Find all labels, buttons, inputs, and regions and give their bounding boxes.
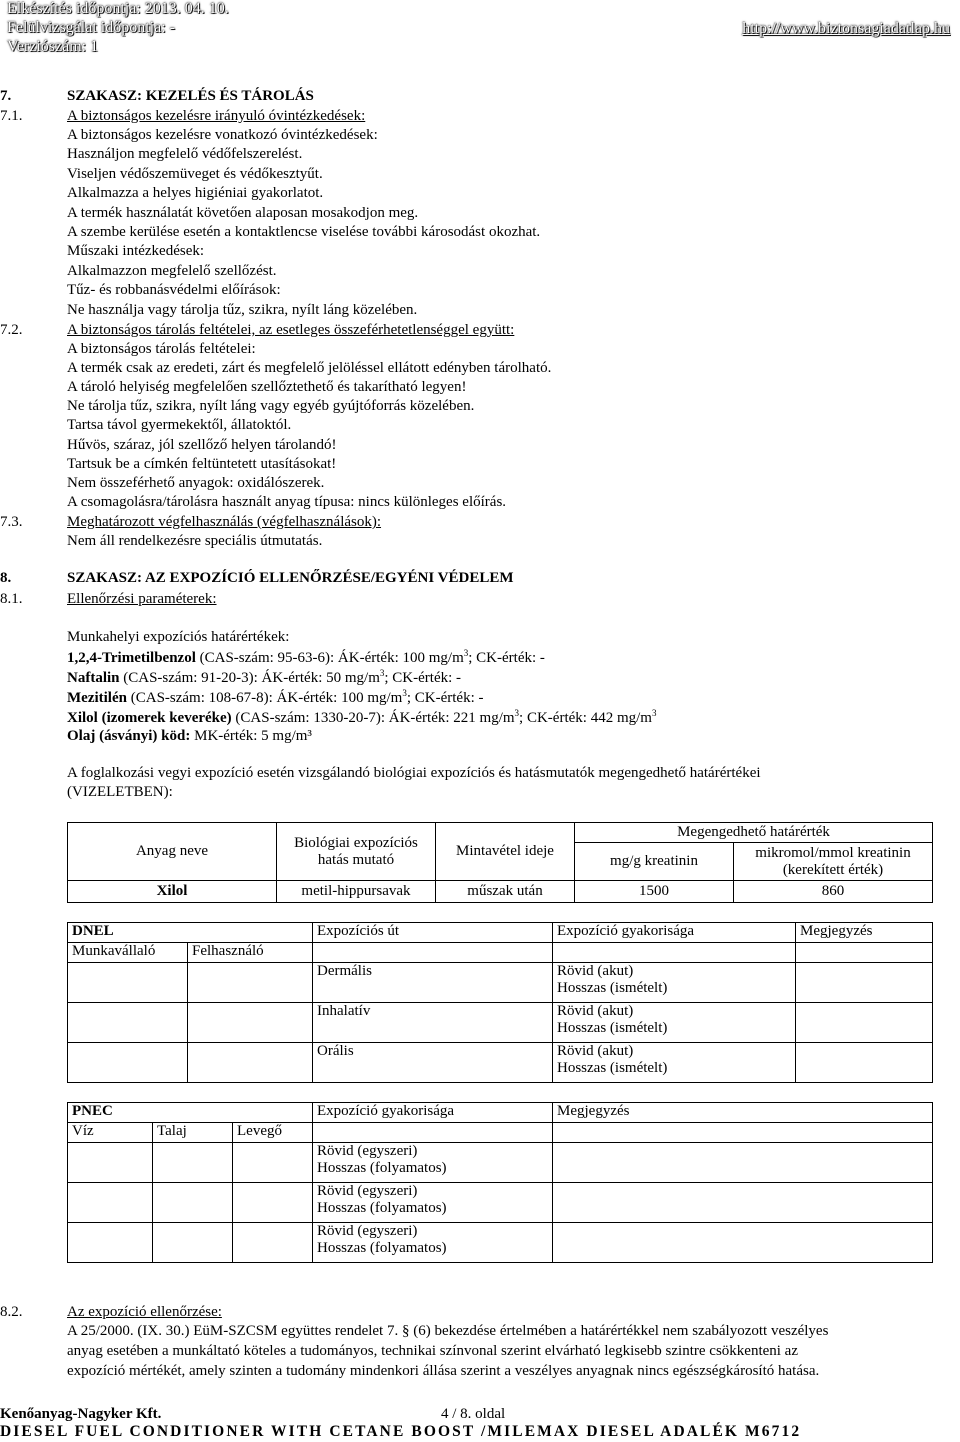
limit-unit-exponent: 3 [379, 668, 385, 678]
table-row [68, 1183, 933, 1223]
text-line: Alkalmazza a helyes higiéniai gyakorlatot. [67, 185, 324, 202]
text-line: A csomagolásra/tárolásra használt anyag típusa: nincs különleges előírás. [67, 493, 507, 510]
dnel-frequency [553, 1043, 796, 1083]
text-line: Nem összeférhető anyagok: oxidálószerek. [67, 474, 325, 491]
dnel-route: Orális [313, 1043, 553, 1083]
dnel-route: Inhalatív [313, 1003, 553, 1043]
limit-unit-exponent: 3 [463, 648, 469, 658]
dnel-frequency [553, 963, 796, 1003]
section-7-2-title: A biztonságos tárolás feltételei, az esetleges összeférhetetlenséggel együtt: [67, 322, 515, 338]
section-8-2-title: Az expozíció ellenőrzése: [67, 1304, 222, 1320]
pnec-frequency-long: Hosszas (folyamatos) [317, 1200, 447, 1216]
dnel-header-worker: Munkavállaló [68, 943, 188, 963]
substance-name: Mezitilén [67, 690, 127, 706]
pnec-frequency-long: Hosszas (folyamatos) [317, 1160, 447, 1176]
bio-intro-line-2: (VIZELETBEN): [67, 784, 173, 800]
table-row [68, 1223, 933, 1263]
page-header [0, 0, 960, 62]
limit-text: MK-érték: 5 mg/m³ [190, 728, 312, 744]
bio-header-time: Mintavétel ideje [436, 823, 575, 881]
bio-header-mmol-line-1: mikromol/mmol kreatinin [755, 844, 911, 861]
text-line: Műszaki intézkedések: [67, 243, 205, 260]
dnel-frequency-short: Rövid (akut) [557, 1043, 634, 1059]
pnec-table [67, 1102, 933, 1263]
text-line: A 25/2000. (IX. 30.) EüM-SZCSM együttes rendelet 7. § (6) bekezdése értelmében a határértékkel nem szabályozott veszélyes [67, 1323, 829, 1339]
bio-header-mg: mg/g kreatinin [575, 843, 734, 881]
table-row [68, 1003, 933, 1043]
dnel-title: DNEL [68, 923, 313, 943]
limit-line [67, 688, 484, 707]
dnel-header-user: Felhasználó [188, 943, 313, 963]
table-row [68, 881, 933, 903]
limit-text: (CAS-szám: 108-67-8): ÁK-érték: 100 mg/m [126, 690, 403, 706]
bio-header-name: Anyag neve [68, 823, 277, 881]
dnel-frequency [553, 1003, 796, 1043]
section-7-number: 7. [0, 88, 12, 104]
bio-cell-name: Xilol [68, 881, 277, 903]
text-line: A tároló helyiség megfelelően szellőztethető és takarítható legyen! [67, 379, 467, 396]
dnel-frequency-long: Hosszas (ismételt) [557, 980, 668, 996]
limit-text: (CAS-szám: 95-63-6): ÁK-érték: 100 mg/m [195, 650, 464, 666]
dnel-frequency-short: Rövid (akut) [557, 1003, 634, 1019]
bio-header-limit: Megengedhető határérték [575, 823, 933, 843]
pnec-frequency [313, 1223, 553, 1263]
dnel-table [67, 922, 933, 1083]
dnel-header-route: Expozíciós út [313, 923, 553, 943]
dnel-frequency-long: Hosszas (ismételt) [557, 1020, 668, 1036]
revision-date: Felülvizsgálat időpontja: - [7, 19, 175, 36]
limits-title: Munkahelyi expozíciós határértékek: [67, 629, 290, 645]
limit-line [67, 668, 461, 687]
text-line: expozíció mértékét, amely szinten a tudomány mindenkori állása szerint a veszélyes anyagnak nincs egészségkárosító hatása. [67, 1363, 820, 1379]
section-8-2-number: 8.2. [0, 1304, 23, 1320]
limit-text: (CAS-szám: 91-20-3): ÁK-érték: 50 mg/m [119, 670, 380, 686]
limit-tail: ; CK-érték: 442 mg/m [519, 710, 652, 726]
limit-line [67, 708, 656, 727]
section-8-title: SZAKASZ: AZ EXPOZÍCIÓ ELLENŐRZÉSE/EGYÉNI VÉDELEM [67, 570, 514, 586]
pnec-frequency [313, 1183, 553, 1223]
substance-name: Xilol (izomerek keveréke) [67, 710, 232, 726]
bio-intro-line-1: A foglalkozási vegyi expozíció esetén vizsgálandó biológiai expozíciós és hatásmutatók megengedhető határértékei [67, 765, 761, 781]
limit-tail: ; CK-érték: - [384, 670, 462, 686]
section-7-3-number: 7.3. [0, 514, 23, 530]
pnec-frequency-short: Rövid (egyszeri) [317, 1223, 418, 1239]
bio-header-mmol [734, 843, 933, 881]
limit-unit-exponent: 3 [651, 708, 657, 718]
section-7-title: SZAKASZ: KEZELÉS ÉS TÁROLÁS [67, 88, 314, 104]
limit-tail: ; CK-érték: - [406, 690, 484, 706]
pnec-header-note: Megjegyzés [553, 1103, 933, 1123]
bio-header-indicator-line-1: Biológiai expozíciós [294, 834, 418, 851]
text-line: A termék csak az eredeti, zárt és megfelelő jelöléssel ellátott edényben tárolható. [67, 360, 552, 377]
text-line: anyag esetében a munkáltató köteles a tudományos, technikai színvonal szerint elvárható legkisebb szintre csökkenteni az [67, 1343, 799, 1359]
text-line: Ne tárolja tűz, szikra, nyílt láng vagy egyéb gyújtóforrás közelében. [67, 398, 475, 415]
section-7-3-text: Nem áll rendelkezésre speciális útmutatás. [67, 533, 323, 549]
text-line: A szembe kerülése esetén a kontaktlencse viselése további károsodást okozhat. [67, 224, 541, 240]
footer-product-name: DIESEL FUEL CONDITIONER WITH CETANE BOOST /MILEMAX DIESEL ADALÉK M6712 [0, 1423, 802, 1440]
text-line: Ne használja vagy tárolja tűz, szikra, nyílt láng közelében. [67, 301, 418, 318]
pnec-header-soil: Talaj [153, 1123, 233, 1143]
limit-line [67, 728, 312, 745]
text-line: A biztonságos tárolás feltételei: [67, 341, 256, 357]
text-line: Használjon megfelelő védőfelszerelést. [67, 146, 303, 163]
table-row [68, 963, 933, 1003]
created-date: Elkészítés időpontja: 2013. 04. 10. [7, 0, 229, 17]
text-line: Tartsa távol gyermekektől, állatoktól. [67, 417, 292, 434]
section-7-3-title: Meghatározott végfelhasználás (végfelhasználások): [67, 514, 382, 530]
section-8-1-number: 8.1. [0, 591, 23, 607]
pnec-header-water: Víz [68, 1123, 153, 1143]
section-7-2-number: 7.2. [0, 322, 23, 338]
pnec-title: PNEC [68, 1103, 313, 1123]
limit-unit-exponent: 3 [514, 708, 520, 718]
website-link[interactable]: http://www.biztonsagiadatlap.hu [742, 20, 950, 37]
text-line: Viseljen védőszemüveget és védőkesztyűt. [67, 165, 323, 182]
bio-cell-mg: 1500 [575, 881, 734, 903]
footer-page-number: 4 / 8. oldal [441, 1406, 506, 1422]
bio-header-mmol-line-2: (kerekített érték) [782, 861, 884, 878]
bio-cell-time: műszak után [436, 881, 575, 903]
substance-name: 1,2,4-Trimetilbenzol [67, 650, 196, 666]
table-row [68, 1143, 933, 1183]
bio-header-indicator-line-2: hatás mutató [317, 851, 395, 868]
dnel-header-note: Megjegyzés [796, 923, 933, 943]
footer-company: Kenőanyag-Nagyker Kft. [0, 1406, 162, 1422]
section-8-number: 8. [0, 570, 12, 586]
text-line: Alkalmazzon megfelelő szellőzést. [67, 262, 277, 279]
limit-line [67, 648, 545, 667]
dnel-frequency-long: Hosszas (ismételt) [557, 1060, 668, 1076]
pnec-frequency-short: Rövid (egyszeri) [317, 1183, 418, 1199]
bio-header-indicator [277, 823, 436, 881]
pnec-frequency [313, 1143, 553, 1183]
text-line: A termék használatát követően alaposan mosakodjon meg. [67, 204, 419, 221]
text-line: Tűz- és robbanásvédelmi előírások: [67, 282, 281, 299]
version-number: Verziószám: 1 [7, 38, 99, 55]
dnel-route: Dermális [313, 963, 553, 1003]
dnel-header-frequency: Expozíció gyakorisága [553, 923, 796, 943]
dnel-frequency-short: Rövid (akut) [557, 963, 634, 979]
bio-limit-table [67, 822, 933, 903]
pnec-header-air: Levegő [233, 1123, 313, 1143]
pnec-frequency-long: Hosszas (folyamatos) [317, 1240, 447, 1256]
bio-cell-indicator: metil-hippursavak [277, 881, 436, 903]
text-line: Hűvös, száraz, jól szellőző helyen tárolandó! [67, 436, 337, 453]
substance-name: Naftalin [67, 670, 120, 686]
limit-tail: ; CK-érték: - [468, 650, 545, 666]
substance-name: Olaj (ásványi) köd: [67, 728, 191, 744]
section-8-1-title: Ellenőrzési paraméterek: [67, 591, 217, 607]
section-7-1-number: 7.1. [0, 108, 23, 124]
bio-cell-mmol: 860 [734, 881, 933, 903]
section-7-1-title: A biztonságos kezelésre irányuló óvintézkedések: [67, 108, 366, 124]
pnec-frequency-short: Rövid (egyszeri) [317, 1143, 418, 1159]
text-line: Tartsuk be a címkén feltüntetett utasításokat! [67, 455, 337, 472]
pnec-header-frequency: Expozíció gyakorisága [313, 1103, 553, 1123]
limit-text: (CAS-szám: 1330-20-7): ÁK-érték: 221 mg/m [231, 710, 515, 726]
text-line: A biztonságos kezelésre vonatkozó óvintézkedések: [67, 127, 378, 143]
table-row [68, 1043, 933, 1083]
limit-unit-exponent: 3 [402, 688, 407, 698]
